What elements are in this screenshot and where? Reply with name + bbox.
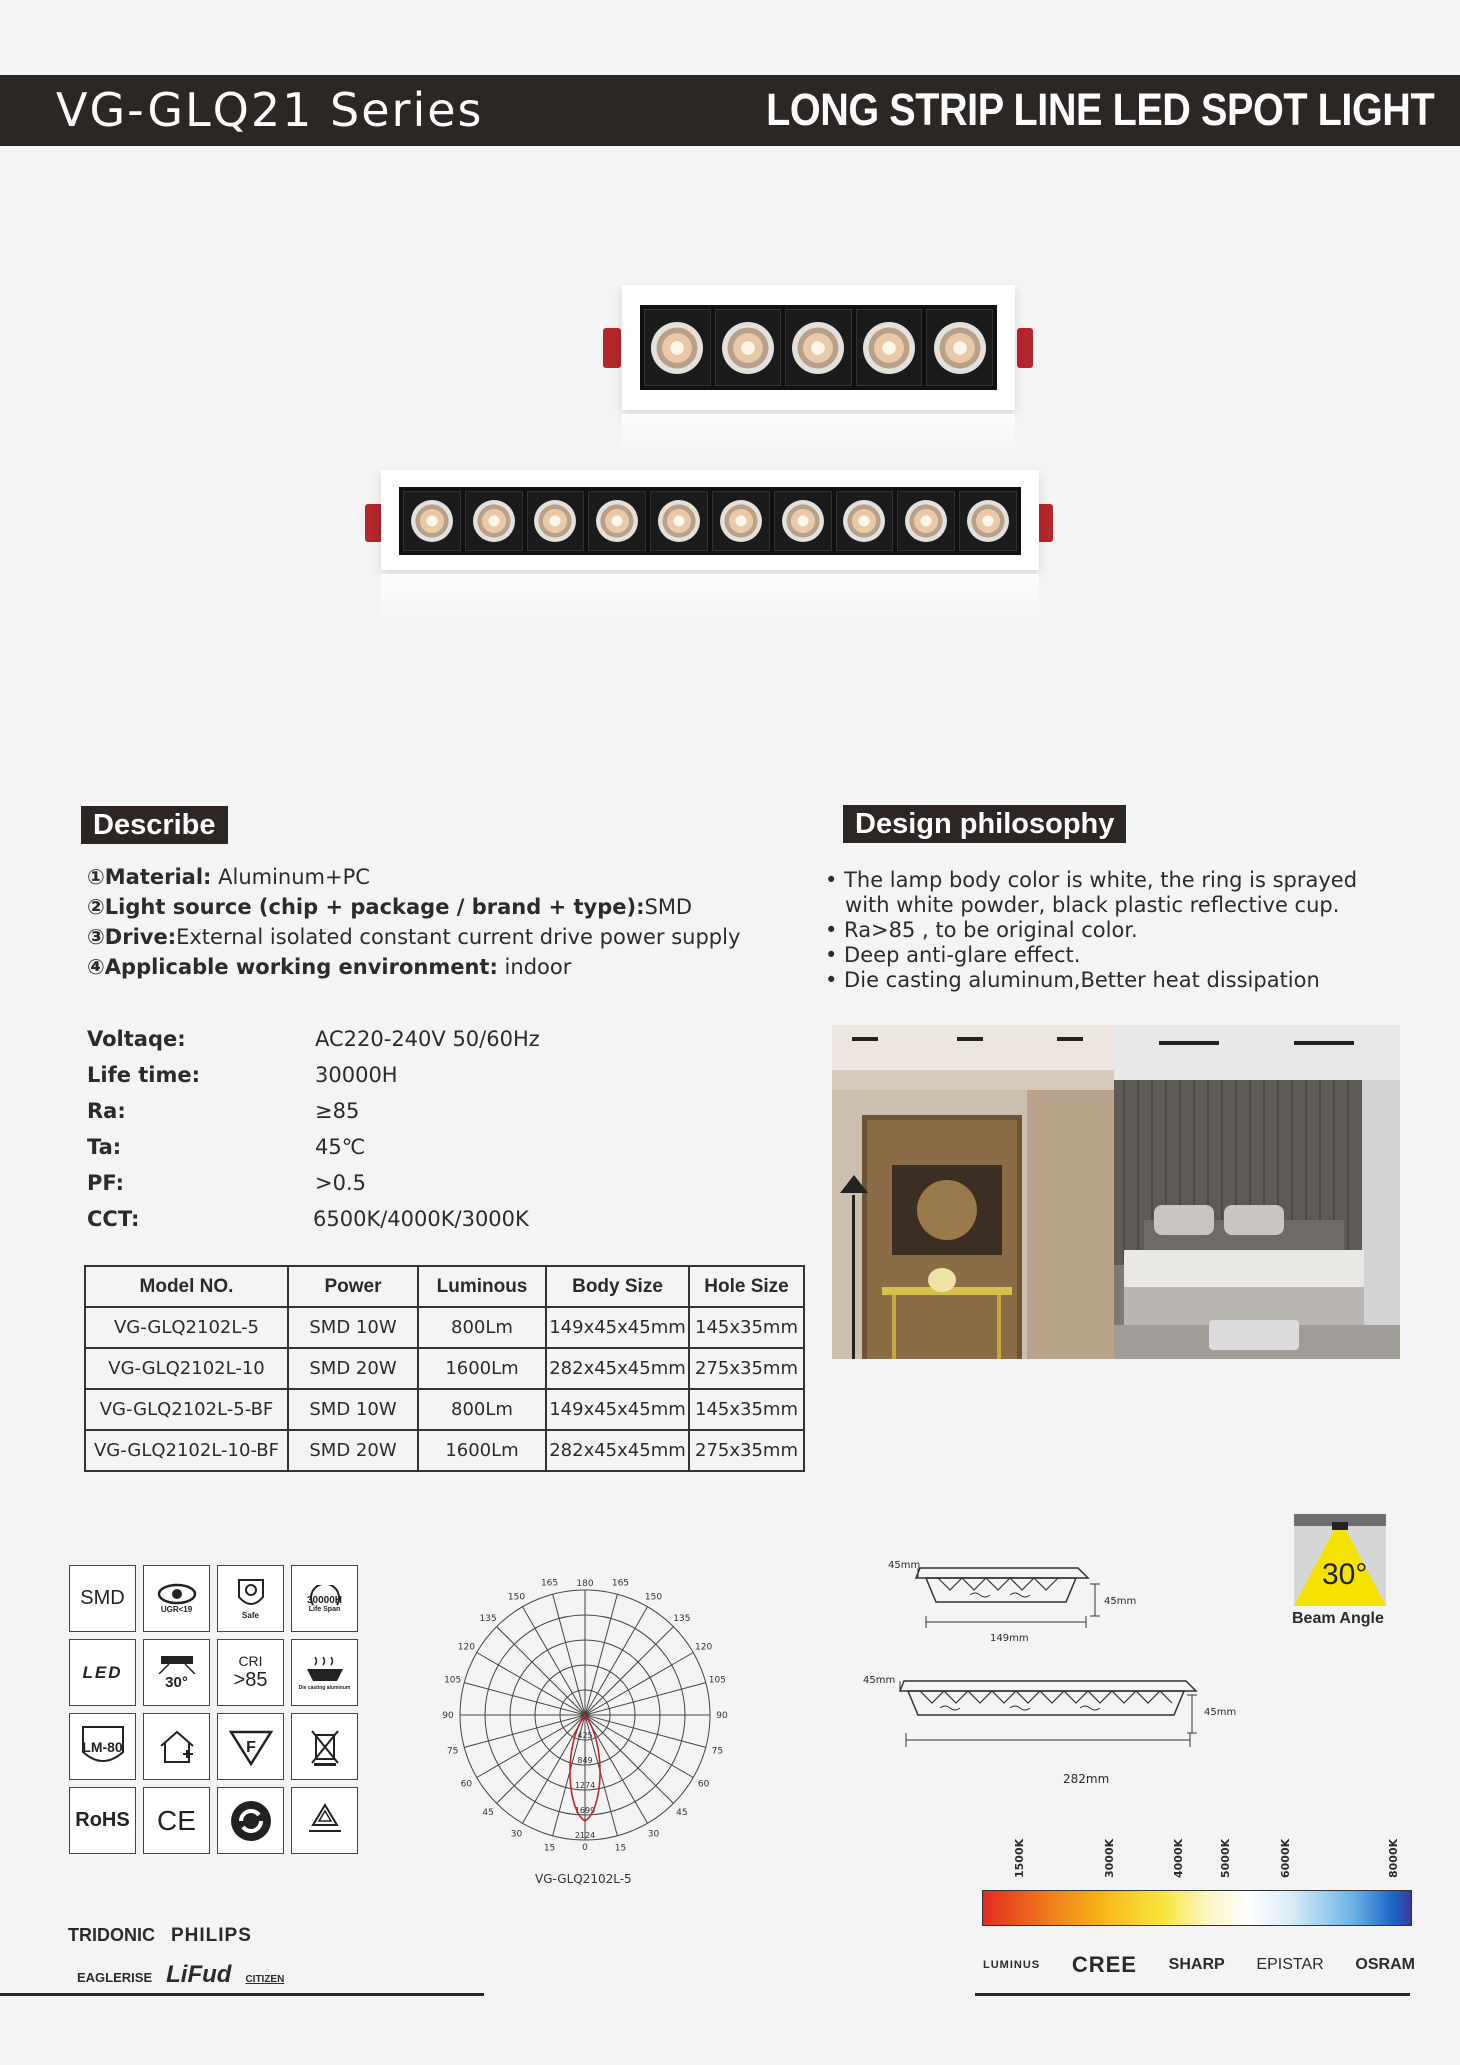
polar-angle-label: 15 [543,1843,556,1854]
weee-bin-icon [291,1713,358,1780]
cct-tick-label: 3000K [1103,1838,1116,1878]
beam-angle-card [1294,1514,1386,1606]
application-photo-dining [832,1025,1114,1359]
cct-gradient [982,1890,1412,1926]
polar-ring-label: 2124 [574,1831,596,1840]
spec-row: Ra: ≥85 [87,1099,360,1123]
dimension-drawing-small: 45mm 45mm 149mm [888,1560,1137,1644]
polar-angle-label: 165 [611,1578,630,1589]
polar-angle-label: 120 [695,1642,713,1653]
brand-eaglerise: EAGLERISE [77,1970,153,1985]
table-row: VG-GLQ2102L-5 SMD 10W 800Lm 149x45x45mm 145x35mm [85,1307,804,1348]
ce-badge: CE [143,1787,210,1854]
polar-light-distribution-chart [440,1570,730,1870]
brand-citizen: CITIZEN [245,1974,285,1985]
beam-angle-label: Beam Angle [1292,1610,1384,1627]
die-cast-icon: Die casting aluminum [291,1639,358,1706]
cct-tick-label: 8000K [1386,1838,1400,1878]
recycle-icon [291,1787,358,1854]
describe-list [87,862,740,982]
table-row: VG-GLQ2102L-10 SMD 20W 1600Lm 282x45x45mm 275x35mm [85,1348,804,1389]
chip-brand-logos [983,1950,1415,1980]
describe-item: ③Drive:External isolated constant current drive power supply [87,925,741,949]
polar-angle-label: 45 [482,1807,494,1818]
brand-philips: PHILIPS [171,1925,252,1946]
application-photo-bedroom [1114,1025,1400,1359]
spec-row: Voltaqe: AC220-240V 50/60Hz [87,1027,540,1051]
led-badge: LED [69,1639,136,1706]
product-headline: LONG STRIP LINE LED SPOT LIGHT [765,84,1434,135]
spec-row: CCT: 6500K/4000K/3000K [87,1207,529,1231]
table-row: VG-GLQ2102L-5-BF SMD 10W 800Lm 149x45x45mm 145x35mm [85,1389,804,1430]
spec-row: Life time: 30000H [87,1063,398,1087]
brand-cree: CREE [1071,1952,1137,1977]
polar-chart-svg [440,1570,730,1870]
lifespan-icon: 30000H Life Span [291,1565,358,1632]
polar-angle-label: 75 [711,1746,724,1757]
polar-angle-label: 105 [444,1675,462,1686]
f-mark-icon [217,1713,284,1780]
brand-tridonic: TRIDONIC [68,1925,155,1945]
spring-clip-right [1017,328,1033,368]
svg-text:F: F [245,1738,256,1756]
series-title: VG-GLQ21 Series [56,83,484,137]
spring-clip-right [1037,504,1053,542]
polar-angle-label: 45 [676,1807,688,1818]
describe-item: ①Material: Aluminum+PC [87,865,370,889]
describe-label: Describe [81,806,228,844]
describe-item: ②Light source (chip + package / brand + type):SMD [87,895,693,919]
spec-row: PF: >0.5 [87,1171,366,1195]
product-image-small [600,285,1036,410]
cct-tick-label: 4000K [1171,1838,1185,1878]
lm80-badge: LM-80 [69,1713,136,1780]
beam-angle-icon: 30° [143,1639,210,1706]
recycle-circle-icon [217,1787,284,1854]
polar-angle-label: 135 [479,1614,497,1625]
polar-ring-label: 1699 [574,1806,596,1815]
driver-brand-logos [68,1925,368,1989]
cri-badge: CRI >85 [217,1639,284,1706]
safe-icon: Safe [217,1565,284,1632]
polar-angle-label: 60 [460,1779,473,1790]
dimension-drawing-large: 45mm 45mm 282mm [863,1675,1237,1786]
polar-angle-label: 90 [442,1711,454,1721]
design-philosophy-label: Design philosophy [843,805,1126,843]
spring-clip-left [603,328,621,368]
cct-tick-label: 6000K [1279,1838,1293,1878]
spec-list [87,1021,607,1237]
polar-angle-label: 30 [647,1829,660,1840]
ugr-eye-icon: UGR<19 [143,1565,210,1632]
brand-lifud: LiFud [166,1961,232,1988]
polar-angle-label: 135 [673,1614,691,1625]
polar-angle-label: 180 [576,1579,594,1589]
certification-grid [69,1565,365,1854]
brand-luminus: LUMINUS [983,1959,1041,1971]
cct-color-bar [982,1838,1412,1928]
polar-ring-label: 425 [577,1731,593,1740]
brand-sharp: SHARP [1168,1956,1225,1973]
design-philosophy-list: • The lamp body color is white, the ring is sprayed with white powder, black plastic reflective cup. • Ra>85 , to be original color. • Deep anti-glare effect. • Die casting aluminum,Better heat dissipation [825,868,1358,992]
beam-angle-value: 30° [1322,1558,1368,1591]
polar-angle-label: 165 [540,1578,559,1589]
polar-angle-label: 60 [697,1779,710,1790]
polar-angle-label: 150 [507,1592,526,1603]
model-table [84,1265,805,1472]
brand-epistar: EPISTAR [1256,1956,1324,1973]
polar-angle-label: 30 [510,1829,523,1840]
polar-angle-label: 75 [446,1746,459,1757]
polar-angle-label: 150 [644,1592,663,1603]
house-plug-icon [143,1713,210,1780]
polar-angle-label: 0 [582,1843,588,1853]
table-header-row: Model NO. Power Luminous Body Size Hole Size [85,1266,804,1307]
product-image-large [360,470,1060,570]
polar-angle-label: 120 [457,1642,475,1653]
cct-tick-label: 5000K [1219,1838,1233,1878]
polar-caption: VG-GLQ2102L-5 [535,1872,632,1886]
describe-item: ④Applicable working environment: indoor [87,955,572,979]
smd-badge: SMD [69,1565,136,1632]
polar-angle-label: 105 [708,1675,726,1686]
polar-angle-label: 90 [716,1711,728,1721]
polar-ring-label: 1274 [574,1781,596,1790]
spec-row: Ta: 45℃ [87,1135,366,1159]
brand-osram: OSRAM [1355,1956,1415,1973]
polar-ring-label: 849 [577,1756,593,1765]
table-row: VG-GLQ2102L-10-BF SMD 20W 1600Lm 282x45x45mm 275x35mm [85,1430,804,1471]
polar-angle-label: 15 [614,1843,627,1854]
rohs-badge: RoHS [69,1787,136,1854]
cct-tick-label: 1500K [1012,1838,1026,1878]
